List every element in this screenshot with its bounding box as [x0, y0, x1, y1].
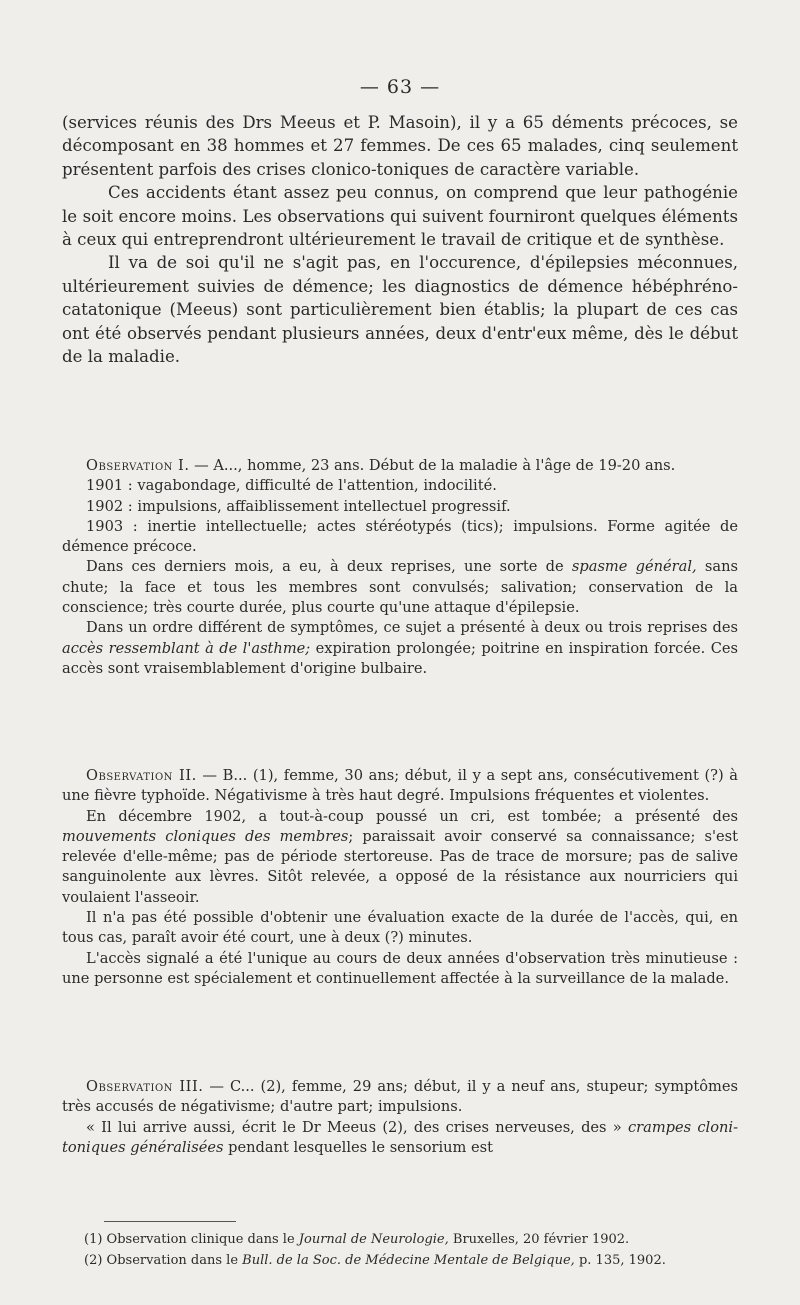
year-entry: 1902 : impulsions, affaiblissement intellectuel progressif. — [86, 497, 511, 515]
italic-term: crampes cloni-toniques généralisées — [62, 1118, 738, 1156]
observation-lead: — A..., homme, 23 ans. Début de la maladie à l'âge de 19-20 ans. — [189, 457, 676, 474]
observation-2 — [62, 766, 738, 989]
page-number: — 63 — — [359, 76, 441, 98]
observation-paragraph: « Il lui arrive aussi, écrit le Dr Meeus (2), des crises nerveuses, des » crampes cloni-toniques généralisées pendant lesquelles le sensorium est — [62, 1118, 738, 1156]
intro-paragraph: Il va de soi qu'il ne s'agit pas, en l'occurence, d'épilepsies méconnues, ultérieurement suivies de démence; les diagnostics de démence hébéphréno-catatonique (Meeus) sont particulièrement bien établis; la plupart de ces cas ont été observés pendant plusieurs années, deux d'entr'eux même, dès le début de la maladie. — [62, 253, 738, 367]
footnotes — [84, 1229, 744, 1271]
italic-term: spasme général, — [571, 558, 697, 576]
footnote-divider — [104, 1221, 236, 1222]
observation-heading — [62, 1077, 738, 1118]
year-entry: 1903 : inertie intellectuelle; actes stéréotypés (tics); impulsions. Forme agitée de démence précoce. — [62, 517, 738, 556]
observation-3 — [62, 1077, 738, 1158]
intro-paragraph: (services réunis des Drs Meeus et P. Masoin), il y a 65 déments précoces, se décomposant en 38 hommes et 27 femmes. De ces 65 malades, cinq seulement présentent parfois des crises clonico-toniques de caractère variable. — [62, 113, 738, 179]
observation-paragraph: L'accès signalé a été l'unique au cours de deux années d'observation très minutieuse : une personne est spécialement et continuellement affectée à la surveillance de la malade. — [62, 949, 738, 987]
observation-heading — [62, 456, 738, 476]
italic-term: accès ressemblant à de l'asthme; — [62, 639, 311, 657]
observation-lead: — B... (1), femme, 30 ans; début, il y a sept ans, consécutivement (?) à une fièvre typhoïde. Négativisme à très haut degré. Impulsions fréquentes et violentes. — [62, 767, 738, 805]
italic-title: Bull. de la Soc. de Médecine Mentale de Belgique, — [242, 1253, 575, 1268]
observation-paragraph: Dans ces derniers mois, a eu, à deux reprises, une sorte de spasme général, sans chute; la face et tous les membres sont convulsés; salivation; conservation de la conscience; très courte durée, plus courte qu'une attaque d'épilepsie. — [62, 558, 738, 617]
observation-paragraph: En décembre 1902, a tout-à-coup poussé un cri, est tombée; a présenté des mouvements cloniques des membres; paraissait avoir conservé sa connaissance; s'est relevée d'elle-même; pas de période stertoreuse. Pas de trace de morsure; pas de salive sanguinolente aux lèvres. Sitôt relevée, a opposé de la résistance aux nourriciers qui voulaient l'asseoir. — [62, 807, 738, 906]
observation-label: Observation I. — [86, 457, 190, 474]
intro-paragraph: Ces accidents étant assez peu connus, on comprend que leur pathogénie le soit encore moins. Les observations qui suivent fourniront quelques éléments à ceux qui entreprendront ultérieurement le travail de critique et de synthèse. — [62, 183, 738, 250]
year-entry: 1901 : vagabondage, difficulté de l'attention, indocilité. — [86, 477, 497, 495]
observation-heading — [62, 766, 738, 807]
footnote: (2) Observation dans le Bull. de la Soc. de Médecine Mentale de Belgique, p. 135, 1902. — [84, 1253, 666, 1268]
observation-label: Observation III. — [86, 1078, 204, 1095]
intro-text — [62, 111, 738, 368]
italic-title: Journal de Neurologie, — [298, 1232, 449, 1247]
observation-paragraph: Dans un ordre différent de symptômes, ce sujet a présenté à deux ou trois reprises des accès ressemblant à de l'asthme; expiration prolongée; poitrine en inspiration forcée. Ces accès sont vraisemblablement d'origine bulbaire. — [62, 619, 738, 677]
observation-lead: — C... (2), femme, 29 ans; début, il y a neuf ans, stupeur; symptômes très accusés de négativisme; d'autre part; impulsions. — [62, 1078, 738, 1116]
footnote: (1) Observation clinique dans le Journal de Neurologie, Bruxelles, 20 février 1902. — [84, 1232, 630, 1247]
observation-paragraph: Il n'a pas été possible d'obtenir une évaluation exacte de la durée de l'accès, qui, en tous cas, paraît avoir été court, une à deux (?) minutes. — [62, 909, 738, 947]
observation-label: Observation II. — [86, 767, 197, 784]
italic-term: mouvements cloniques des membres — [62, 827, 349, 845]
observation-1 — [62, 456, 738, 679]
